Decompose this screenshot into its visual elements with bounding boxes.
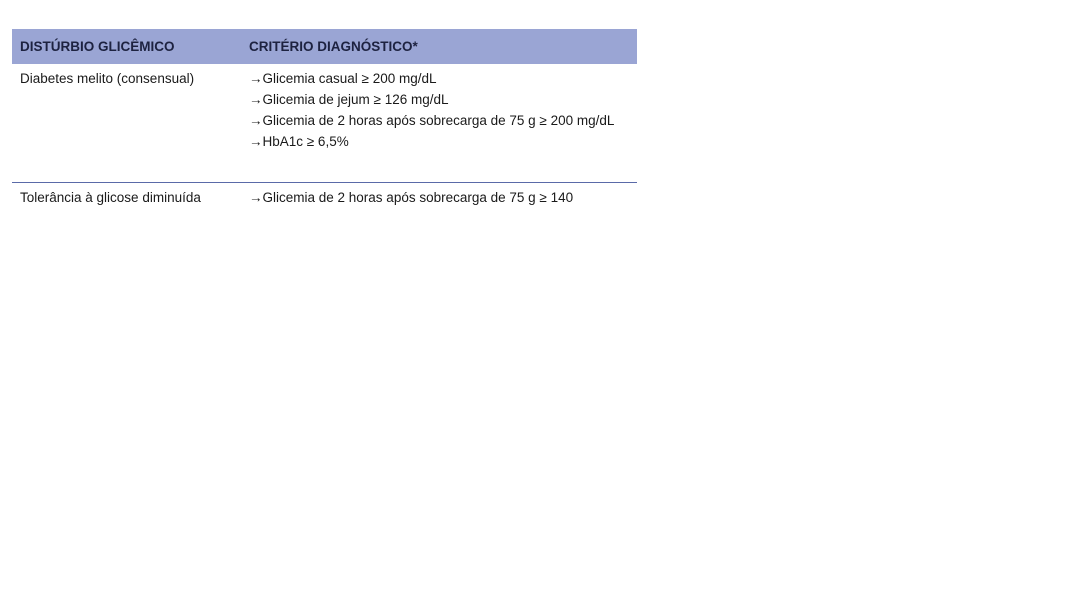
criteria-cell <box>247 64 637 182</box>
disorder-cell: Diabetes melito (consensual) <box>20 71 195 86</box>
table-row <box>12 64 637 183</box>
header-criteria: CRITÉRIO DIAGNÓSTICO* <box>249 39 418 54</box>
table-header-row <box>12 29 637 64</box>
criterion-text: Glicemia de 2 horas após sobrecarga de 75 g ≥ 200 mg/dL <box>262 113 615 128</box>
criterion-item <box>249 189 637 206</box>
table-row <box>12 183 637 213</box>
criterion-item <box>249 133 637 150</box>
criterion-text: Glicemia casual ≥ 200 mg/dL <box>262 71 437 86</box>
criterion-text: Glicemia de jejum ≥ 126 mg/dL <box>262 92 449 107</box>
header-disorder: DISTÚRBIO GLICÊMICO <box>20 39 175 54</box>
arrow-icon: → <box>249 92 263 107</box>
criterion-item <box>249 112 637 129</box>
criterion-item <box>249 70 637 87</box>
arrow-icon: → <box>249 113 263 128</box>
criterion-text: Glicemia de 2 horas após sobrecarga de 75 g ≥ 140 <box>262 190 574 205</box>
arrow-icon: → <box>249 134 263 149</box>
arrow-icon: → <box>249 71 263 86</box>
diagnostic-criteria-table <box>12 29 637 213</box>
criterion-item <box>249 91 637 108</box>
criteria-cell <box>247 183 637 213</box>
arrow-icon: → <box>249 190 263 205</box>
criterion-text: HbA1c ≥ 6,5% <box>262 134 349 149</box>
disorder-cell: Tolerância à glicose diminuída <box>20 190 201 205</box>
